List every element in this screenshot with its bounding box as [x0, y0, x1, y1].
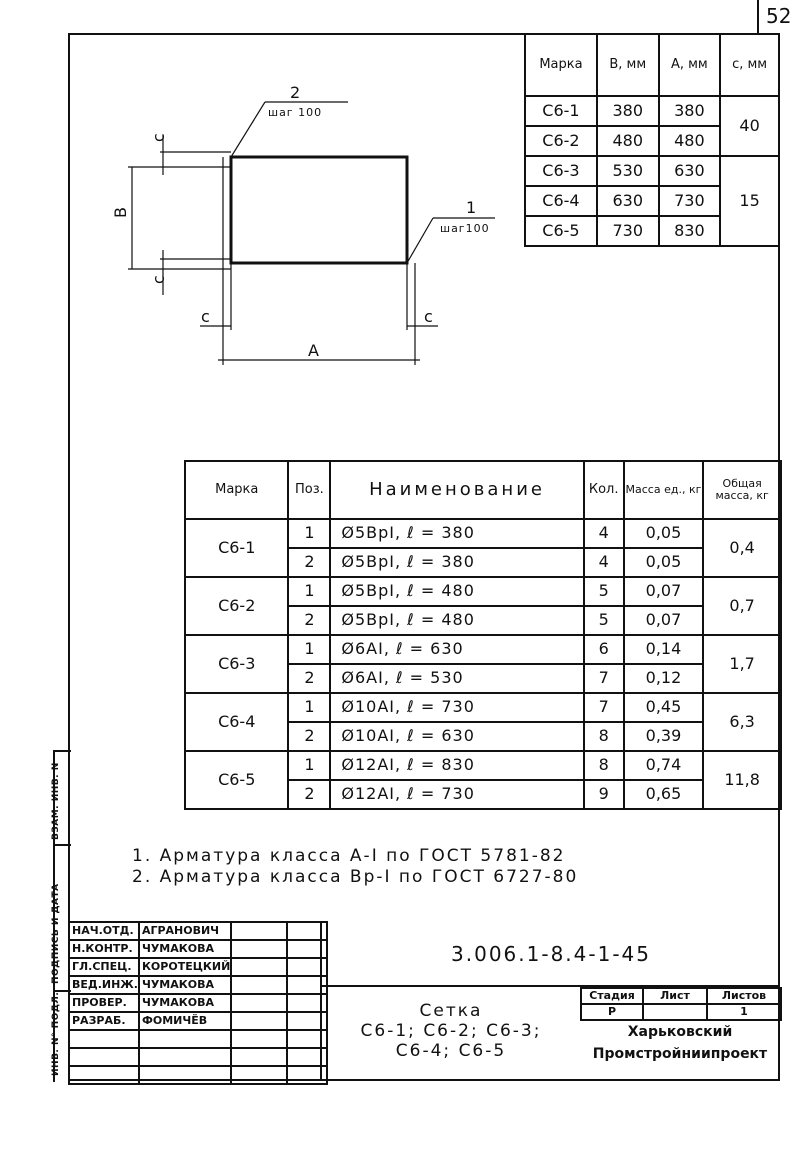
params-a: 730 — [659, 186, 721, 216]
spec-qty: 5 — [584, 577, 624, 606]
role-title: РАЗРАБ. — [69, 1012, 139, 1030]
table-row — [69, 1048, 327, 1066]
table-row — [185, 519, 781, 548]
empty-cell — [139, 1030, 231, 1048]
spec-qty: 5 — [584, 606, 624, 635]
title-line: С6-4; С6-5 — [395, 1041, 507, 1061]
table-row — [69, 958, 327, 976]
table-row — [185, 693, 781, 722]
table-row — [69, 1066, 327, 1084]
stage-table — [580, 987, 782, 1021]
spec-unit-mass: 0,07 — [624, 577, 704, 606]
params-b: 730 — [597, 216, 659, 246]
spec-name: Ø5ВрI, ℓ = 380 — [330, 548, 583, 577]
spec-unit-mass: 0,74 — [624, 751, 704, 780]
spec-pos: 2 — [288, 722, 330, 751]
spec-header-total-mass: Общая масса, кг — [703, 461, 781, 519]
role-title: ПРОВЕР. — [69, 994, 139, 1012]
spec-qty: 8 — [584, 722, 624, 751]
sheets-header: Листов — [707, 988, 781, 1004]
signature-cell — [231, 976, 287, 994]
dim-a-label: А — [308, 341, 319, 360]
role-title: ГЛ.СПЕЦ. — [69, 958, 139, 976]
table-row — [525, 156, 779, 186]
spec-pos: 1 — [288, 751, 330, 780]
side-label-replacement: ВЗАМ. ИНВ. N — [51, 762, 61, 840]
spec-mark: С6-1 — [185, 519, 288, 577]
spec-qty: 4 — [584, 548, 624, 577]
empty-cell — [69, 1066, 139, 1084]
label-step-2: шаг 100 — [268, 106, 323, 119]
empty-cell — [69, 1030, 139, 1048]
empty-cell — [231, 1030, 287, 1048]
spec-unit-mass: 0,45 — [624, 693, 704, 722]
mesh-outline — [231, 157, 407, 263]
params-b: 530 — [597, 156, 659, 186]
params-a: 380 — [659, 96, 721, 126]
sheet-title — [320, 987, 580, 1081]
title-block-roles — [68, 921, 328, 1085]
empty-cell — [139, 1048, 231, 1066]
sheets-value: 1 — [707, 1004, 781, 1020]
spec-pos: 1 — [288, 635, 330, 664]
table-row — [69, 940, 327, 958]
page-number-divider — [757, 0, 759, 34]
sheet-value — [643, 1004, 707, 1020]
label-step-1: шаг100 — [440, 222, 490, 235]
dim-b-label: В — [111, 207, 130, 218]
dim-c-top-label: с — [149, 133, 168, 142]
role-name: ФОМИЧЁВ — [139, 1012, 231, 1030]
label-pos-2: 2 — [290, 83, 301, 102]
params-a: 830 — [659, 216, 721, 246]
table-row — [185, 751, 781, 780]
title-line: С6-1; С6-2; С6-3; — [360, 1021, 542, 1041]
spec-mark: С6-2 — [185, 577, 288, 635]
spec-pos: 1 — [288, 519, 330, 548]
sheet-header: Лист — [643, 988, 707, 1004]
org-line: Промстройниипроект — [592, 1046, 768, 1062]
title-line: Сетка — [419, 1001, 483, 1021]
params-mark: С6-4 — [525, 186, 597, 216]
params-header-a: А, мм — [659, 34, 721, 96]
params-b: 480 — [597, 126, 659, 156]
spec-qty: 7 — [584, 693, 624, 722]
note-2: 2. Арматура класса Вр-I по ГОСТ 6727-80 — [132, 867, 579, 887]
spec-mark: С6-5 — [185, 751, 288, 809]
role-name: ЧУМАКОВА — [139, 940, 231, 958]
params-b: 380 — [597, 96, 659, 126]
spec-total-mass: 6,3 — [703, 693, 781, 751]
empty-cell — [231, 1066, 287, 1084]
spec-name: Ø12АI, ℓ = 830 — [330, 751, 583, 780]
mesh-drawing — [90, 80, 520, 380]
stage-value: Р — [581, 1004, 643, 1020]
params-a: 630 — [659, 156, 721, 186]
spec-unit-mass: 0,65 — [624, 780, 704, 809]
spec-name: Ø10АI, ℓ = 630 — [330, 722, 583, 751]
side-label-original: ИНВ. N° ПОДЛ. — [51, 991, 61, 1076]
table-row — [69, 976, 327, 994]
spec-header-mark: Марка — [185, 461, 288, 519]
signature-cell — [231, 922, 287, 940]
spec-mark: С6-3 — [185, 635, 288, 693]
table-row — [69, 1030, 327, 1048]
table-row — [69, 922, 327, 940]
signature-cell — [231, 994, 287, 1012]
empty-cell — [69, 1048, 139, 1066]
params-header-c: с, мм — [720, 34, 779, 96]
params-mark: С6-5 — [525, 216, 597, 246]
params-table — [524, 33, 780, 247]
spec-name: Ø6АI, ℓ = 630 — [330, 635, 583, 664]
role-title: НАЧ.ОТД. — [69, 922, 139, 940]
table-row — [69, 1012, 327, 1030]
role-name: КОРОТЕЦКИЙ — [139, 958, 231, 976]
params-c: 40 — [720, 96, 779, 156]
spec-header-name: Наименование — [330, 461, 583, 519]
params-mark: С6-3 — [525, 156, 597, 186]
role-name: АГРАНОВИЧ — [139, 922, 231, 940]
spec-total-mass: 0,7 — [703, 577, 781, 635]
spec-name: Ø5ВрI, ℓ = 480 — [330, 577, 583, 606]
role-name: ЧУМАКОВА — [139, 976, 231, 994]
spec-pos: 1 — [288, 693, 330, 722]
spec-unit-mass: 0,12 — [624, 664, 704, 693]
spec-name: Ø12АI, ℓ = 730 — [330, 780, 583, 809]
spec-pos: 2 — [288, 780, 330, 809]
spec-name: Ø6АI, ℓ = 530 — [330, 664, 583, 693]
spec-qty: 9 — [584, 780, 624, 809]
spec-pos: 2 — [288, 548, 330, 577]
empty-cell — [139, 1066, 231, 1084]
dim-c-right-label: с — [424, 307, 433, 326]
signature-cell — [231, 1012, 287, 1030]
params-mark: С6-1 — [525, 96, 597, 126]
stage-header: Стадия — [581, 988, 643, 1004]
role-title: ВЕД.ИНЖ. — [69, 976, 139, 994]
spec-qty: 7 — [584, 664, 624, 693]
params-b: 630 — [597, 186, 659, 216]
org-line: Харьковский — [627, 1024, 733, 1040]
spec-qty: 8 — [584, 751, 624, 780]
signature-cell — [231, 940, 287, 958]
table-row — [185, 635, 781, 664]
table-row — [185, 577, 781, 606]
spec-pos: 2 — [288, 664, 330, 693]
organization — [580, 1021, 780, 1065]
spec-pos: 1 — [288, 577, 330, 606]
leader-1 — [407, 218, 433, 263]
spec-name: Ø10АI, ℓ = 730 — [330, 693, 583, 722]
params-mark: С6-2 — [525, 126, 597, 156]
params-c: 15 — [720, 156, 779, 246]
spec-name: Ø5ВрI, ℓ = 380 — [330, 519, 583, 548]
empty-cell — [231, 1048, 287, 1066]
params-header-mark: Марка — [525, 34, 597, 96]
table-row — [69, 994, 327, 1012]
params-a: 480 — [659, 126, 721, 156]
spec-header-qty: Кол. — [584, 461, 624, 519]
spec-unit-mass: 0,05 — [624, 519, 704, 548]
role-name: ЧУМАКОВА — [139, 994, 231, 1012]
spec-unit-mass: 0,39 — [624, 722, 704, 751]
spec-mark: С6-4 — [185, 693, 288, 751]
spec-total-mass: 11,8 — [703, 751, 781, 809]
dim-c-bottom-label: с — [149, 275, 168, 284]
spec-unit-mass: 0,14 — [624, 635, 704, 664]
leader-2 — [231, 102, 265, 157]
spec-header-pos: Поз. — [288, 461, 330, 519]
label-pos-1: 1 — [466, 198, 477, 217]
spec-qty: 4 — [584, 519, 624, 548]
params-header-b: В, мм — [597, 34, 659, 96]
spec-header-unit-mass: Масса ед., кг — [624, 461, 704, 519]
notes — [132, 846, 578, 888]
side-cell-replacement — [51, 752, 71, 846]
spec-unit-mass: 0,05 — [624, 548, 704, 577]
side-label-signature: ПОДПИСЬ И ДАТА — [51, 883, 61, 984]
spec-table — [184, 460, 782, 810]
table-row — [525, 96, 779, 126]
role-title: Н.КОНТР. — [69, 940, 139, 958]
spec-total-mass: 1,7 — [703, 635, 781, 693]
spec-unit-mass: 0,07 — [624, 606, 704, 635]
signature-cell — [231, 958, 287, 976]
document-code: 3.006.1-8.4-1-45 — [320, 921, 780, 987]
page-number: 52 — [766, 4, 792, 28]
note-1: 1. Арматура класса А-I по ГОСТ 5781-82 — [132, 846, 566, 866]
spec-qty: 6 — [584, 635, 624, 664]
spec-total-mass: 0,4 — [703, 519, 781, 577]
dim-c-left-label: с — [201, 307, 210, 326]
spec-name: Ø5ВрI, ℓ = 480 — [330, 606, 583, 635]
spec-pos: 2 — [288, 606, 330, 635]
